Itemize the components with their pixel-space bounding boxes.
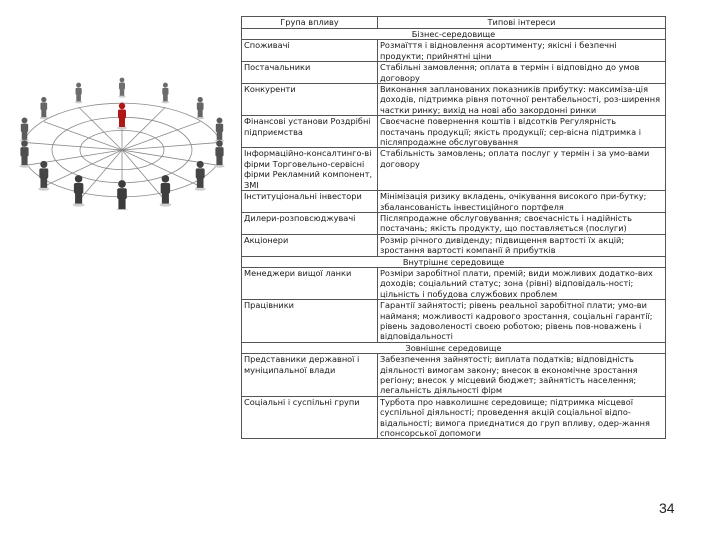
section-title: Зовнішнє середовище <box>242 342 666 353</box>
group-cell: Дилери-розповсюджувачі <box>242 212 378 234</box>
section-header-row <box>242 29 666 40</box>
group-cell: Фінансові установи Роздрібні підприємства <box>242 116 378 148</box>
person-figure-icon <box>118 78 126 98</box>
person-figure-icon <box>214 140 224 167</box>
group-cell: Акціонери <box>242 234 378 256</box>
people-network-illustration <box>8 60 236 210</box>
person-figure-icon <box>215 117 224 142</box>
table-row <box>242 148 666 191</box>
header-interests: Типові інтереси <box>378 17 666 29</box>
person-figure-icon <box>20 117 29 142</box>
table-row <box>242 212 666 234</box>
group-cell: Конкуренти <box>242 84 378 116</box>
table-row <box>242 234 666 256</box>
person-figure-icon <box>38 161 49 191</box>
person-figure-icon <box>75 83 83 104</box>
section-header-row <box>242 256 666 267</box>
interest-cell: Своєчасне повернення коштів і відсотків Регулярність постачань продукції; якість продукції; сер-вісна підтримка і післяпродажне обслуговування <box>378 116 666 148</box>
interest-cell: Турбота про навколишнє середовище; підтримка місцевої суспільної діяльності; проведення акцій соціальної відпо-відальності; вимога приєднатися до груп впливу, одер-жання спонсорської допомоги <box>378 396 666 439</box>
person-figure-icon <box>196 97 204 119</box>
interest-cell: Мінімізація ризику вкладень, очікування високого при-бутку; збалансованість інвестиційного портфеля <box>378 191 666 213</box>
stakeholder-interests-table <box>241 16 666 439</box>
group-cell: Споживачі <box>242 40 378 62</box>
person-figure-icon <box>116 180 128 210</box>
table-row <box>242 396 666 439</box>
table-header-row <box>242 17 666 29</box>
section-title: Бізнес-середовище <box>242 29 666 40</box>
group-cell: Інформаційно-консалтинго-ві фірми Торговельно-сервісні фірми Рекламний компонент, ЗМІ <box>242 148 378 191</box>
section-title: Внутрішнє середовище <box>242 256 666 267</box>
interest-cell: Стабільність замовлень; оплата послуг у термін і за умо-вами договору <box>378 148 666 191</box>
interest-cell: Розмаїття і відновлення асортименту; якісні і безпечні продукти; прийнятні ціни <box>378 40 666 62</box>
person-figure-icon <box>117 103 127 130</box>
table-row <box>242 62 666 84</box>
interest-cell: Виконання запланованих показників прибутку: максиміза-ція доходів, підтримка рівня поточної рентабельності, роз-ширення частки ринку; вихід на нові або закордонні ринки <box>378 84 666 116</box>
group-cell: Соціальні і суспільні групи <box>242 396 378 439</box>
table-row <box>242 300 666 343</box>
table-row <box>242 40 666 62</box>
table-row <box>242 84 666 116</box>
header-group: Група впливу <box>242 17 378 29</box>
group-cell: Менеджери вищої ланки <box>242 267 378 299</box>
person-figure-icon <box>159 175 171 207</box>
table-row <box>242 354 666 397</box>
interest-cell: Гарантії зайнятості; рівень реальної заробітної плати; умо-ви найманя; можливості кадрового зростання, соціальні гарантії; рівень задоволеності своєю роботою; рівень пов-новажень і відповідальності <box>378 300 666 343</box>
person-figure-icon <box>195 161 206 191</box>
group-cell: Постачальники <box>242 62 378 84</box>
table-row <box>242 191 666 213</box>
interest-cell: Післяпродажне обслуговування; своєчасність і надійність постачань; якість продукту, що поставляється (послуги) <box>378 212 666 234</box>
interest-cell: Забезпечення зайнятості; виплата податків; відповідність діяльності вимогам закону; внесок в економічне зростання регіону; внесок у місцевий бюджет; зайнятість населення; легальність діяльності фірм <box>378 354 666 397</box>
interest-cell: Стабільні замовлення; оплата в термін і відповідно до умов договору <box>378 62 666 84</box>
page-number: 34 <box>659 500 675 516</box>
group-cell: Представники державної і муніципальної влади <box>242 354 378 397</box>
group-cell: Інституціональні інвестори <box>242 191 378 213</box>
table-row <box>242 116 666 148</box>
person-figure-icon <box>73 175 85 207</box>
person-figure-icon <box>19 140 29 167</box>
person-figure-icon <box>162 83 170 104</box>
section-header-row <box>242 342 666 353</box>
interest-cell: Розміри заробітної плати, премій; види можливих додатко-вих доходів; соціальний статус; зона (рівні) відповідаль-ності; цільність і побудова службових проблем <box>378 267 666 299</box>
group-cell: Працівники <box>242 300 378 343</box>
table-row <box>242 267 666 299</box>
person-figure-icon <box>40 97 48 119</box>
interest-cell: Розмір річного дивіденду; підвищення вартості їх акцій; зростання вартості компанії й прибутків <box>378 234 666 256</box>
